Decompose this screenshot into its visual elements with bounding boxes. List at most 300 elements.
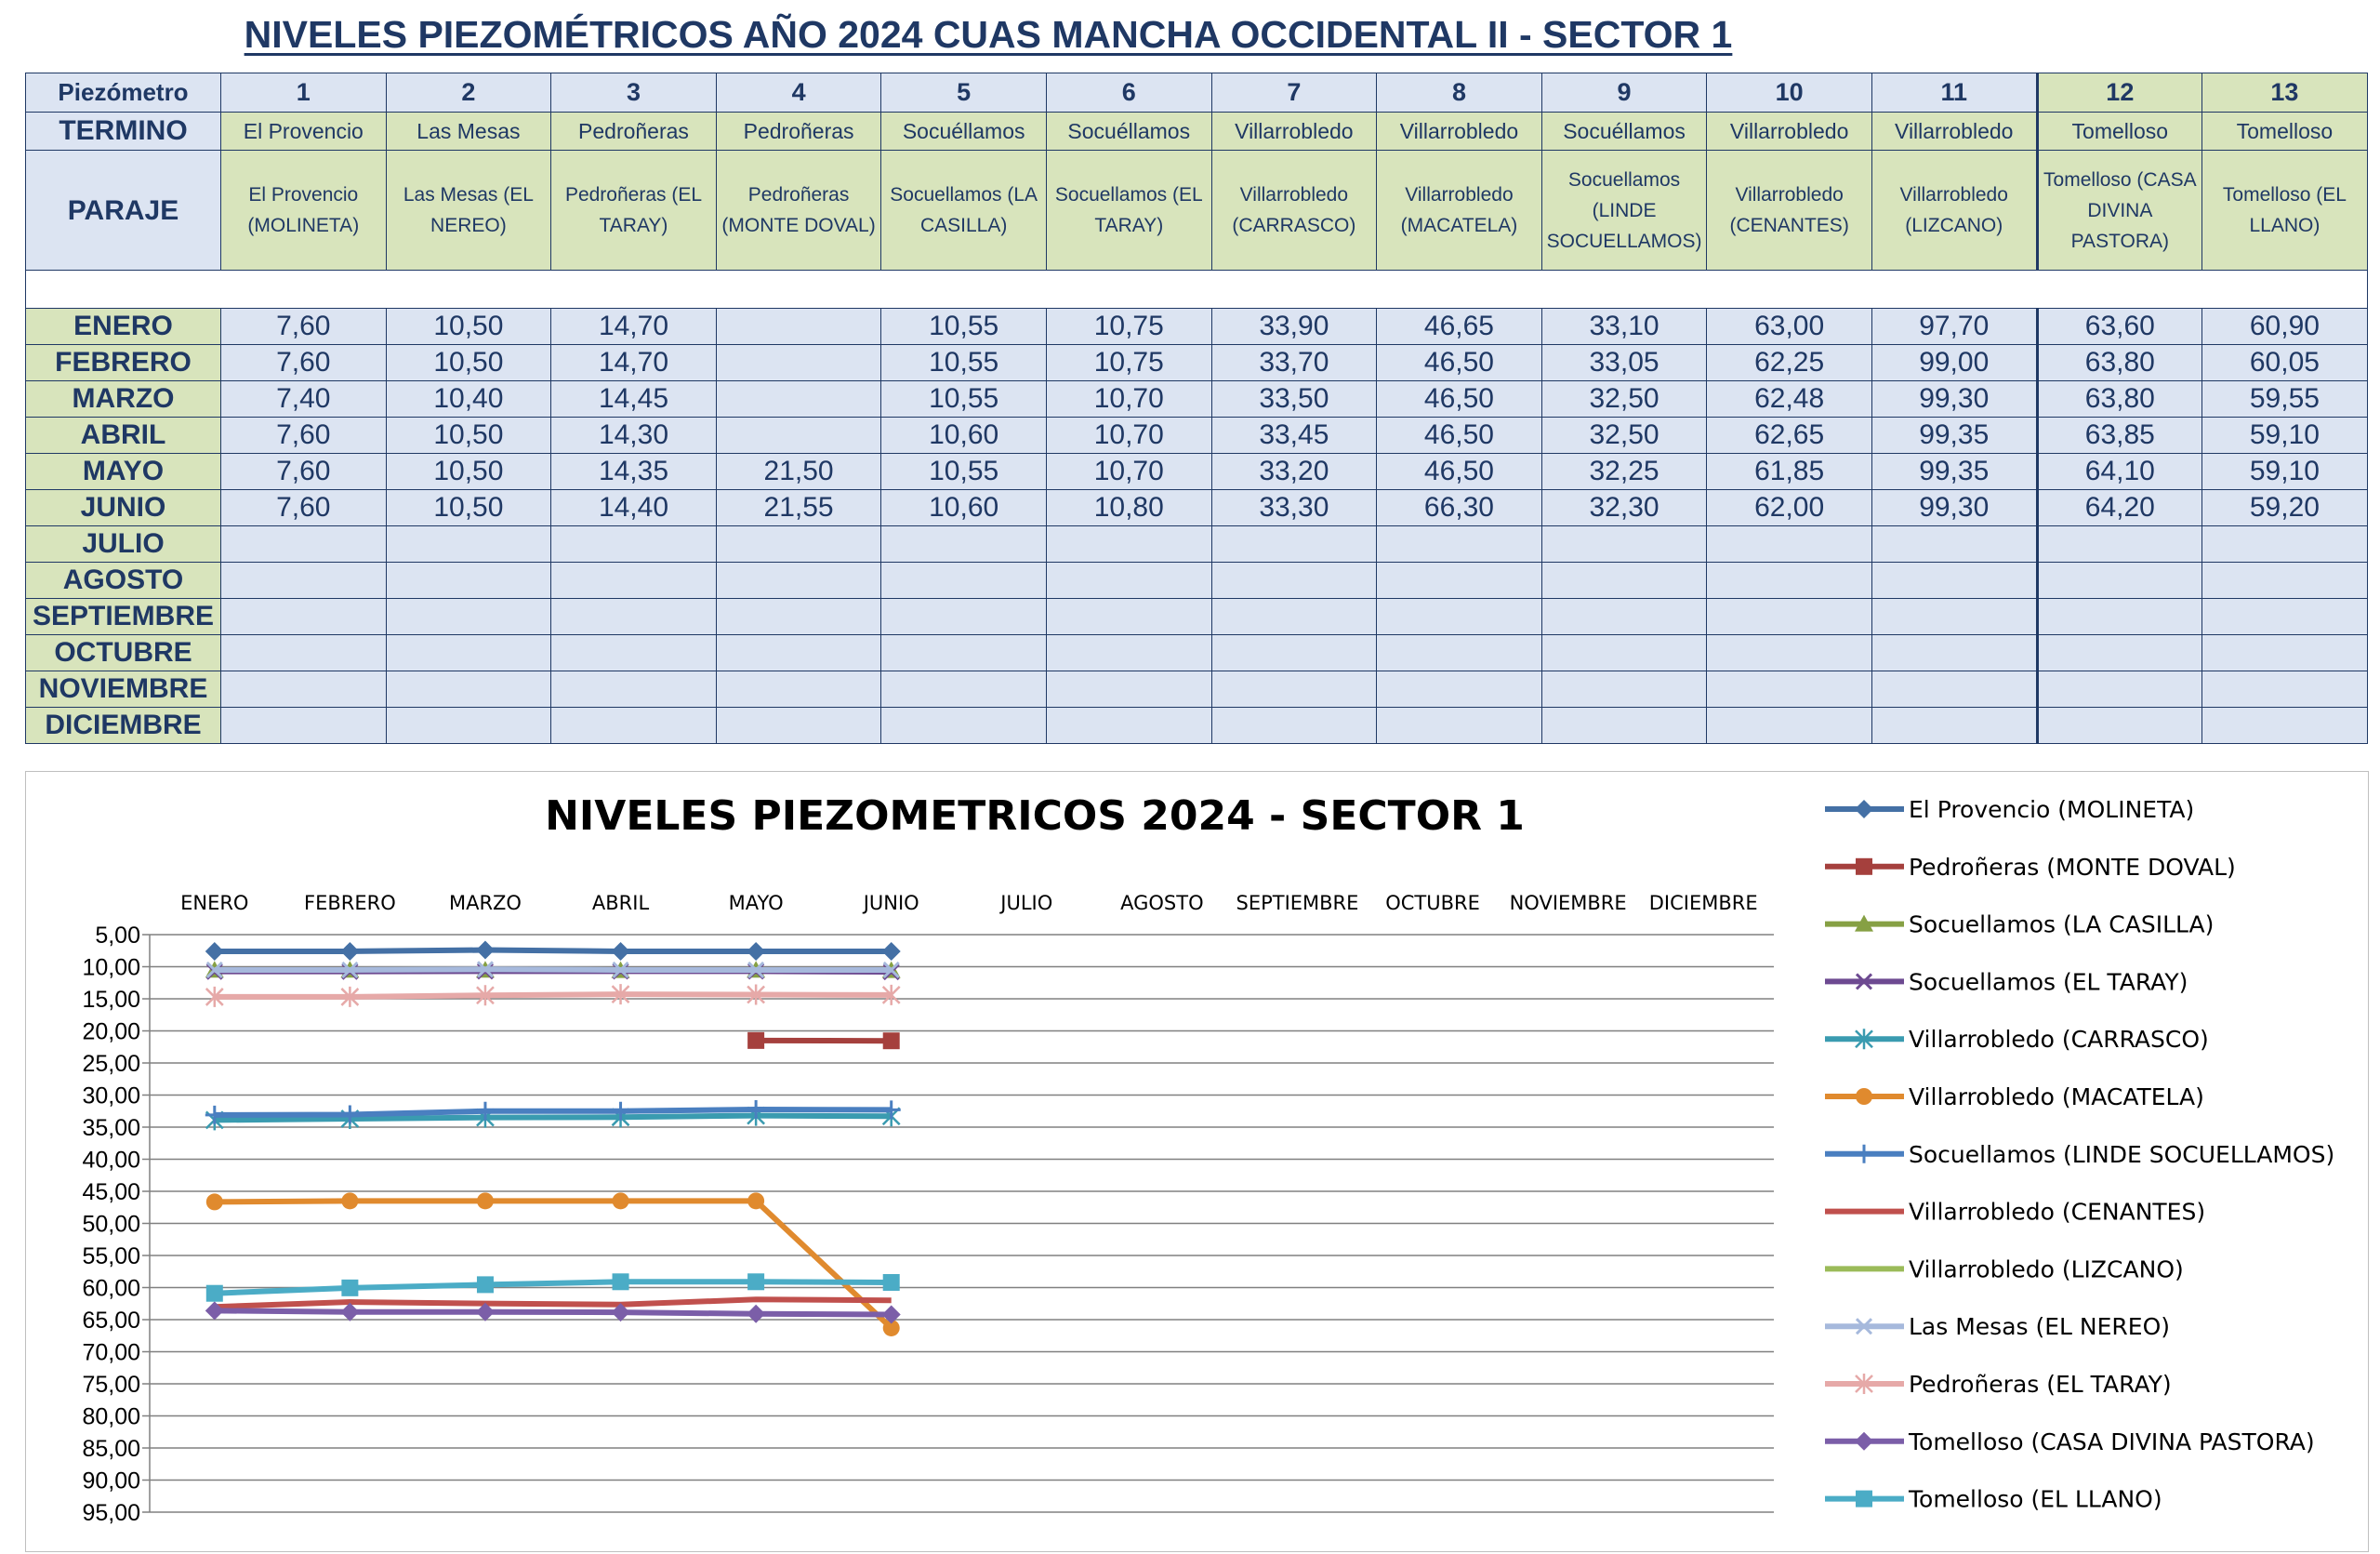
y-tick-label: 30,00 (82, 1082, 140, 1109)
y-tick-label: 40,00 (82, 1147, 140, 1174)
termino-cell: Villarrobledo (1707, 113, 1872, 151)
legend-marker (1855, 800, 1873, 818)
month-row (26, 563, 2368, 599)
data-point (206, 1285, 223, 1302)
legend-label: El Provencio (MOLINETA) (1909, 796, 2195, 823)
value-cell (2037, 563, 2202, 599)
y-tick-label: 85,00 (82, 1436, 140, 1462)
value-cell: 14,45 (551, 381, 717, 418)
termino-cell: Villarrobledo (1871, 113, 2037, 151)
data-point (477, 1276, 494, 1293)
value-cell: 10,50 (386, 490, 551, 526)
month-label: ENERO (26, 309, 221, 345)
piezometer-number: 9 (1541, 73, 1707, 113)
value-cell: 33,70 (1211, 345, 1377, 381)
data-point (747, 1032, 764, 1049)
value-cell: 99,35 (1871, 418, 2037, 454)
paraje-cell: Pedroñeras (EL TARAY) (551, 151, 717, 271)
y-tick-label: 60,00 (82, 1275, 140, 1302)
legend-label: Pedroñeras (EL TARAY) (1909, 1371, 2172, 1398)
value-cell (221, 563, 387, 599)
value-cell: 59,10 (2202, 418, 2368, 454)
month-label: JULIO (26, 526, 221, 563)
value-cell (1046, 635, 1211, 671)
value-cell (716, 671, 881, 708)
value-cell (1871, 526, 2037, 563)
value-cell: 97,70 (1871, 309, 2037, 345)
series-line (215, 950, 892, 951)
value-cell (386, 526, 551, 563)
value-cell (2037, 671, 2202, 708)
termino-cell: Pedroñeras (551, 113, 717, 151)
value-cell (1211, 526, 1377, 563)
y-tick-label: 70,00 (82, 1339, 140, 1366)
x-tick-label: MARZO (448, 892, 522, 914)
data-point (747, 1305, 765, 1323)
month-label: FEBRERO (26, 345, 221, 381)
series-line (215, 1299, 892, 1307)
value-cell (386, 599, 551, 635)
value-cell (1707, 708, 1872, 744)
value-cell (716, 708, 881, 744)
header-paraje-row (26, 151, 2368, 271)
value-cell (221, 708, 387, 744)
data-point (882, 942, 901, 961)
month-row (26, 454, 2368, 490)
value-cell: 59,20 (2202, 490, 2368, 526)
value-cell (386, 635, 551, 671)
legend-marker (1856, 1491, 1872, 1508)
paraje-cell: Tomelloso (CASA DIVINA PASTORA) (2037, 151, 2202, 271)
value-cell: 33,50 (1211, 381, 1377, 418)
value-cell: 14,70 (551, 309, 717, 345)
month-row (26, 599, 2368, 635)
value-cell (551, 635, 717, 671)
legend-label: Pedroñeras (MONTE DOVAL) (1909, 853, 2236, 881)
value-cell (1707, 526, 1872, 563)
value-cell (881, 671, 1047, 708)
legend-marker (1856, 858, 1872, 875)
value-cell (1871, 671, 2037, 708)
piezometer-number: 5 (881, 73, 1047, 113)
value-cell: 10,55 (881, 381, 1047, 418)
value-cell (1046, 563, 1211, 599)
piezometer-number: 7 (1211, 73, 1377, 113)
value-cell: 62,65 (1707, 418, 1872, 454)
month-row (26, 490, 2368, 526)
value-cell: 46,50 (1377, 381, 1542, 418)
month-label: NOVIEMBRE (26, 671, 221, 708)
value-cell (2202, 671, 2368, 708)
value-cell: 10,70 (1046, 418, 1211, 454)
paraje-cell: Pedroñeras (MONTE DOVAL) (716, 151, 881, 271)
y-tick-label: 55,00 (82, 1243, 140, 1269)
legend-label: Tomelloso (CASA DIVINA PASTORA) (1909, 1428, 2315, 1455)
termino-cell: Villarrobledo (1377, 113, 1542, 151)
value-cell (386, 671, 551, 708)
month-label: MAYO (26, 454, 221, 490)
value-cell (1871, 563, 2037, 599)
termino-label: TERMINO (26, 113, 221, 151)
value-cell: 10,50 (386, 309, 551, 345)
value-cell: 10,75 (1046, 309, 1211, 345)
value-cell (386, 708, 551, 744)
month-row (26, 635, 2368, 671)
value-cell: 63,60 (2037, 309, 2202, 345)
value-cell: 99,30 (1871, 490, 2037, 526)
table-gap-cell (26, 271, 2368, 309)
value-cell (716, 526, 881, 563)
value-cell (1046, 671, 1211, 708)
month-row (26, 381, 2368, 418)
value-cell: 63,80 (2037, 345, 2202, 381)
value-cell (881, 563, 1047, 599)
value-cell (1871, 599, 2037, 635)
piezometer-number: 4 (716, 73, 881, 113)
value-cell (2202, 708, 2368, 744)
data-point (747, 942, 765, 961)
line-chart (26, 772, 2368, 1551)
y-tick-label: 75,00 (82, 1372, 140, 1398)
paraje-cell: Villarrobledo (CARRASCO) (1211, 151, 1377, 271)
piezometro-label: Piezómetro (26, 73, 221, 113)
value-cell: 46,50 (1377, 418, 1542, 454)
month-row (26, 526, 2368, 563)
x-tick-label: MAYO (728, 892, 784, 914)
value-cell (1046, 708, 1211, 744)
value-cell: 32,30 (1541, 490, 1707, 526)
value-cell (1211, 563, 1377, 599)
value-cell: 14,35 (551, 454, 717, 490)
value-cell: 10,40 (386, 381, 551, 418)
value-cell: 33,20 (1211, 454, 1377, 490)
value-cell (1541, 526, 1707, 563)
value-cell: 63,80 (2037, 381, 2202, 418)
y-tick-label: 45,00 (82, 1179, 140, 1205)
series-line (215, 969, 892, 970)
month-label: MARZO (26, 381, 221, 418)
value-cell (386, 563, 551, 599)
paraje-cell: Villarrobledo (CENANTES) (1707, 151, 1872, 271)
y-tick-label: 25,00 (82, 1051, 140, 1077)
paraje-cell: Las Mesas (EL NEREO) (386, 151, 551, 271)
value-cell (1707, 599, 1872, 635)
paraje-cell: Socuellamos (EL TARAY) (1046, 151, 1211, 271)
value-cell (551, 563, 717, 599)
month-row (26, 345, 2368, 381)
value-cell (1377, 526, 1542, 563)
legend-label: Villarrobledo (MACATELA) (1909, 1083, 2204, 1110)
legend-label: Socuellamos (LA CASILLA) (1909, 910, 2215, 938)
value-cell: 10,60 (881, 418, 1047, 454)
termino-cell: Pedroñeras (716, 113, 881, 151)
value-cell (1046, 599, 1211, 635)
y-tick-label: 95,00 (82, 1500, 140, 1526)
value-cell: 32,50 (1541, 381, 1707, 418)
data-point (341, 1280, 358, 1296)
x-tick-label: ABRIL (591, 892, 650, 914)
y-tick-label: 90,00 (82, 1468, 140, 1494)
month-label: SEPTIEMBRE (26, 599, 221, 635)
data-point (341, 1192, 358, 1209)
value-cell (2202, 599, 2368, 635)
value-cell (1707, 563, 1872, 599)
value-cell (881, 708, 1047, 744)
data-point (613, 1273, 629, 1290)
value-cell: 10,75 (1046, 345, 1211, 381)
value-cell (1541, 599, 1707, 635)
legend-label: Villarrobledo (CENANTES) (1909, 1198, 2206, 1226)
value-cell (716, 418, 881, 454)
chart-area (25, 771, 2369, 1552)
data-point (477, 1192, 494, 1209)
value-cell (2037, 526, 2202, 563)
value-cell (1046, 526, 1211, 563)
legend-label: Tomelloso (EL LLANO) (1909, 1485, 2162, 1513)
value-cell (221, 599, 387, 635)
y-tick-label: 20,00 (82, 1018, 140, 1045)
paraje-cell: El Provencio (MOLINETA) (221, 151, 387, 271)
value-cell: 21,50 (716, 454, 881, 490)
termino-cell: Socuéllamos (881, 113, 1047, 151)
value-cell (1211, 635, 1377, 671)
legend-marker (1856, 1088, 1872, 1105)
value-cell: 10,50 (386, 345, 551, 381)
value-cell: 62,48 (1707, 381, 1872, 418)
legend-marker (1855, 1432, 1873, 1451)
value-cell (716, 563, 881, 599)
series-line (215, 994, 892, 997)
value-cell (2037, 599, 2202, 635)
paraje-cell: Socuellamos (LINDE SOCUELLAMOS) (1541, 151, 1707, 271)
termino-cell: Tomelloso (2037, 113, 2202, 151)
value-cell: 59,55 (2202, 381, 2368, 418)
paraje-cell: Tomelloso (EL LLANO) (2202, 151, 2368, 271)
value-cell (551, 708, 717, 744)
termino-cell: Villarrobledo (1211, 113, 1377, 151)
value-cell (1871, 635, 2037, 671)
value-cell: 10,70 (1046, 381, 1211, 418)
data-point (476, 941, 495, 960)
value-cell (881, 599, 1047, 635)
legend-marker (1855, 1145, 1873, 1163)
value-cell: 7,60 (221, 345, 387, 381)
month-label: DICIEMBRE (26, 708, 221, 744)
value-cell: 14,30 (551, 418, 717, 454)
x-tick-label: OCTUBRE (1385, 892, 1480, 914)
month-label: OCTUBRE (26, 635, 221, 671)
header-number-row (26, 73, 2368, 113)
x-tick-label: SEPTIEMBRE (1236, 892, 1359, 914)
y-tick-label: 35,00 (82, 1115, 140, 1141)
value-cell (1707, 635, 1872, 671)
value-cell (2037, 708, 2202, 744)
paraje-label: PARAJE (26, 151, 221, 271)
value-cell (1871, 708, 2037, 744)
data-point (883, 1032, 900, 1049)
value-cell: 62,00 (1707, 490, 1872, 526)
value-cell: 46,50 (1377, 454, 1542, 490)
y-tick-label: 65,00 (82, 1308, 140, 1334)
value-cell: 32,50 (1541, 418, 1707, 454)
piezometer-number: 11 (1871, 73, 2037, 113)
piezometer-number: 6 (1046, 73, 1211, 113)
month-label: AGOSTO (26, 563, 221, 599)
value-cell: 33,10 (1541, 309, 1707, 345)
data-point (883, 1274, 900, 1291)
termino-cell: El Provencio (221, 113, 387, 151)
header-termino-row (26, 113, 2368, 151)
x-tick-label: JULIO (1000, 892, 1053, 914)
data-point (205, 942, 224, 961)
value-cell (716, 345, 881, 381)
value-cell: 10,70 (1046, 454, 1211, 490)
value-cell: 10,50 (386, 454, 551, 490)
value-cell: 14,40 (551, 490, 717, 526)
y-tick-label: 5,00 (95, 923, 140, 949)
value-cell: 21,55 (716, 490, 881, 526)
month-label: ABRIL (26, 418, 221, 454)
piezometer-number: 1 (221, 73, 387, 113)
value-cell: 7,40 (221, 381, 387, 418)
y-tick-label: 80,00 (82, 1403, 140, 1430)
data-point (613, 1192, 629, 1209)
y-tick-label: 50,00 (82, 1211, 140, 1238)
paraje-cell: Villarrobledo (MACATELA) (1377, 151, 1542, 271)
value-cell (716, 599, 881, 635)
value-cell (1211, 599, 1377, 635)
value-cell: 59,10 (2202, 454, 2368, 490)
value-cell (2202, 635, 2368, 671)
table-gap-row (26, 271, 2368, 309)
value-cell (1377, 671, 1542, 708)
value-cell: 33,90 (1211, 309, 1377, 345)
value-cell (1377, 635, 1542, 671)
value-cell (1541, 563, 1707, 599)
value-cell: 10,55 (881, 309, 1047, 345)
value-cell: 10,80 (1046, 490, 1211, 526)
value-cell: 46,65 (1377, 309, 1542, 345)
paraje-cell: Socuellamos (LA CASILLA) (881, 151, 1047, 271)
piezometer-number: 2 (386, 73, 551, 113)
value-cell (1211, 671, 1377, 708)
value-cell: 60,90 (2202, 309, 2368, 345)
value-cell (2037, 635, 2202, 671)
x-tick-label: FEBRERO (304, 892, 396, 914)
value-cell: 10,55 (881, 345, 1047, 381)
value-cell: 10,60 (881, 490, 1047, 526)
value-cell: 7,60 (221, 490, 387, 526)
x-tick-label: ENERO (180, 892, 249, 914)
legend-label: Socuellamos (EL TARAY) (1909, 968, 2188, 996)
value-cell: 10,55 (881, 454, 1047, 490)
value-cell (1541, 635, 1707, 671)
value-cell: 10,50 (386, 418, 551, 454)
value-cell (1541, 671, 1707, 708)
piezometer-number: 8 (1377, 73, 1542, 113)
value-cell: 32,25 (1541, 454, 1707, 490)
data-point (206, 1193, 223, 1210)
data-point (340, 942, 359, 961)
termino-cell: Tomelloso (2202, 113, 2368, 151)
value-cell (221, 635, 387, 671)
value-cell: 64,10 (2037, 454, 2202, 490)
value-cell (551, 599, 717, 635)
value-cell: 61,85 (1707, 454, 1872, 490)
value-cell: 33,45 (1211, 418, 1377, 454)
value-cell: 99,00 (1871, 345, 2037, 381)
y-tick-label: 15,00 (82, 987, 140, 1013)
value-cell: 63,85 (2037, 418, 2202, 454)
value-cell: 33,30 (1211, 490, 1377, 526)
value-cell (2202, 526, 2368, 563)
data-point (612, 942, 630, 961)
value-cell (221, 671, 387, 708)
value-cell (551, 526, 717, 563)
value-cell (716, 309, 881, 345)
value-cell: 66,30 (1377, 490, 1542, 526)
paraje-cell: Villarrobledo (LIZCANO) (1871, 151, 2037, 271)
month-row (26, 418, 2368, 454)
month-row (26, 671, 2368, 708)
value-cell (716, 635, 881, 671)
legend-label: Villarrobledo (CARRASCO) (1909, 1026, 2209, 1054)
piezometer-table (25, 73, 2368, 744)
value-cell: 99,30 (1871, 381, 2037, 418)
legend-label: Villarrobledo (LIZCANO) (1909, 1255, 2184, 1283)
value-cell (1211, 708, 1377, 744)
value-cell: 7,60 (221, 418, 387, 454)
x-tick-label: JUNIO (863, 892, 919, 914)
value-cell (2202, 563, 2368, 599)
termino-cell: Socuéllamos (1541, 113, 1707, 151)
x-tick-label: DICIEMBRE (1648, 892, 1758, 914)
value-cell: 60,05 (2202, 345, 2368, 381)
value-cell: 33,05 (1541, 345, 1707, 381)
value-cell (1377, 708, 1542, 744)
value-cell: 46,50 (1377, 345, 1542, 381)
value-cell (1707, 671, 1872, 708)
month-row (26, 309, 2368, 345)
value-cell: 14,70 (551, 345, 717, 381)
piezometer-number: 13 (2202, 73, 2368, 113)
chart-title: NIVELES PIEZOMETRICOS 2024 - SECTOR 1 (545, 792, 1525, 840)
value-cell (881, 526, 1047, 563)
data-point (747, 1192, 764, 1209)
legend-label: Las Mesas (EL NEREO) (1909, 1313, 2171, 1341)
page-title: NIVELES PIEZOMÉTRICOS AÑO 2024 CUAS MANCHA OCCIDENTAL II - SECTOR 1 (244, 13, 1733, 56)
month-row (26, 708, 2368, 744)
value-cell (221, 526, 387, 563)
month-label: JUNIO (26, 490, 221, 526)
value-cell: 62,25 (1707, 345, 1872, 381)
value-cell (1377, 599, 1542, 635)
value-cell (1541, 708, 1707, 744)
value-cell: 99,35 (1871, 454, 2037, 490)
value-cell: 64,20 (2037, 490, 2202, 526)
legend-label: Socuellamos (LINDE SOCUELLAMOS) (1909, 1140, 2335, 1168)
value-cell: 7,60 (221, 454, 387, 490)
x-tick-label: NOVIEMBRE (1509, 892, 1627, 914)
value-cell: 63,00 (1707, 309, 1872, 345)
x-tick-label: AGOSTO (1120, 892, 1204, 914)
value-cell (1377, 563, 1542, 599)
piezometer-number: 12 (2037, 73, 2202, 113)
termino-cell: Las Mesas (386, 113, 551, 151)
value-cell (881, 635, 1047, 671)
data-point (340, 1303, 359, 1322)
data-point (747, 1273, 764, 1290)
